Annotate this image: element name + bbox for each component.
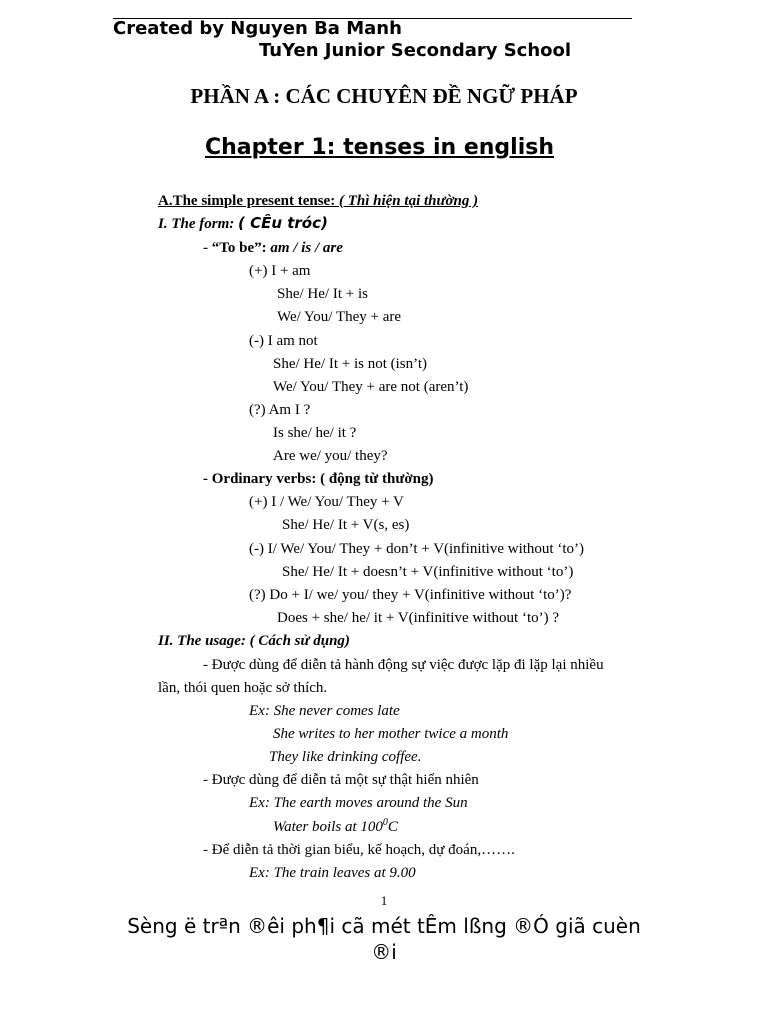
form-line: We/ You/ They + are — [277, 309, 402, 325]
ordinary-line: (-) I/ We/ You/ They + don’t + V(infinitive without ‘to’) — [249, 541, 584, 557]
usage-heading: II. The usage: ( Cách sử dụng) — [158, 633, 350, 649]
example-line: Ex: The train leaves at 9.00 — [249, 865, 416, 881]
form-line: Is she/ he/ it ? — [273, 425, 357, 441]
usage-2: - Được dùng để diễn tả một sự thật hiển nhiên — [203, 772, 479, 788]
form-heading — [158, 214, 328, 233]
example-text: Water boils at 100 — [273, 819, 383, 835]
form-line: She/ He/ It + is — [277, 286, 368, 302]
ordinary-line: She/ He/ It + V(s, es) — [282, 517, 410, 533]
example-line: Ex: She never comes late — [249, 703, 400, 719]
to-be-heading — [203, 239, 343, 257]
ordinary-line: (+) I / We/ You/ They + V — [249, 494, 404, 510]
section-a-title — [158, 192, 478, 210]
author-line: Created by Nguyen Ba Manh — [113, 18, 402, 39]
example-line: She writes to her mother twice a month — [273, 726, 509, 742]
form-line: She/ He/ It + is not (isn’t) — [273, 356, 428, 372]
to-be-prefix: - “To be”: — [203, 240, 271, 256]
form-line: We/ You/ They + are not (aren’t) — [273, 379, 469, 395]
section-a-label: A.The simple present tense: — [158, 193, 339, 209]
ordinary-verbs-heading: - Ordinary verbs: ( động từ thường) — [203, 471, 434, 487]
to-be-forms: am / is / are — [270, 240, 343, 256]
example-unit: C — [387, 819, 398, 835]
chapter-title: Chapter 1: tenses in english — [205, 135, 555, 160]
degree-superscript: 0 — [382, 817, 388, 828]
ordinary-line: She/ He/ It + doesn’t + V(infinitive without ‘to’) — [282, 564, 574, 580]
example-line: They like drinking coffee. — [269, 749, 422, 765]
form-line: (-) I am not — [249, 333, 318, 349]
form-line: (?) Am I ? — [249, 402, 311, 418]
part-title: PHẦN A : CÁC CHUYÊN ĐỀ NGỮ PHÁP — [190, 84, 578, 108]
footer-line-2: ®i — [371, 940, 397, 964]
example-line: Ex: The earth moves around the Sun — [249, 795, 468, 811]
footer-line-1: Sèng ë trªn ®êi ph¶i cã mét tÊm lßng ®Ó giã cuèn — [127, 914, 641, 938]
form-heading-vi: ( CÊu tróc) — [238, 214, 328, 232]
usage-1-line-2: lần, thói quen hoặc sở thích. — [158, 680, 328, 696]
page-number: 1 — [380, 893, 388, 908]
form-line: (+) I + am — [249, 263, 311, 279]
example-line-with-superscript — [273, 818, 398, 836]
ordinary-line: (?) Do + I/ we/ you/ they + V(infinitive without ‘to’)? — [249, 587, 572, 603]
usage-3: - Để diễn tả thời gian biểu, kế hoạch, dự đoán,……. — [203, 842, 515, 858]
form-line: Are we/ you/ they? — [273, 448, 388, 464]
school-line: TuYen Junior Secondary School — [259, 40, 572, 61]
ordinary-line: Does + she/ he/ it + V(infinitive without ‘to’) ? — [277, 610, 560, 626]
form-heading-label: I. The form: — [158, 216, 238, 232]
section-a-label-vi: ( Thì hiện tại thường ) — [338, 193, 479, 209]
usage-1-line-1: - Được dùng để diễn tả hành động sự việc được lặp đi lặp lại nhiều — [203, 657, 604, 673]
